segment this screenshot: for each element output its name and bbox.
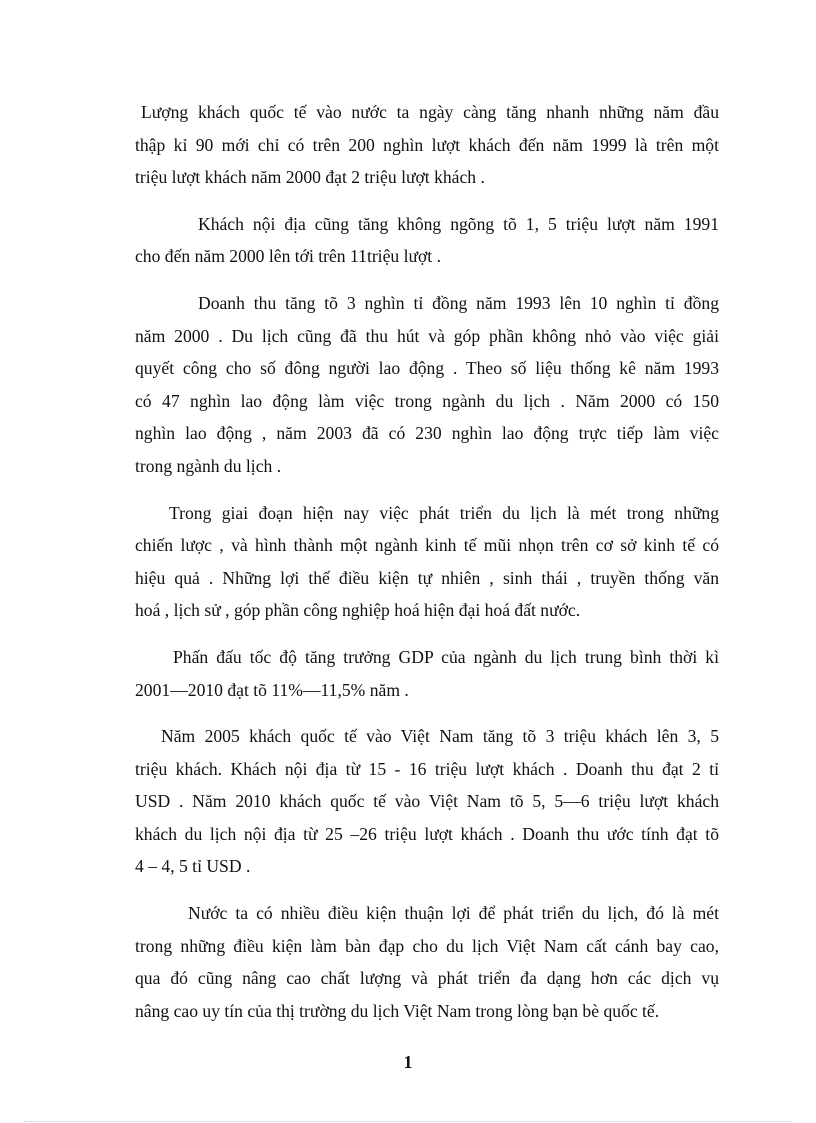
text-line: quyết công cho số đông người lao động . Theo số liệu thống kê năm 1993 xyxy=(135,358,719,379)
text-line: khách du lịch nội địa từ 25 –26 triệu lượt khách . Doanh thu ước tính đạt tõ xyxy=(135,823,719,844)
text-line: trong những điều kiện làm bàn đạp cho du lịch Việt Nam cất cánh bay cao, xyxy=(135,935,719,956)
text-line: 4 – 4, 5 tỉ USD . xyxy=(135,856,251,877)
text-line: có 47 nghìn lao động làm việc trong ngành du lịch . Năm 2000 có 150 xyxy=(135,390,719,411)
paragraph xyxy=(135,497,719,627)
text-line: nâng cao uy tín của thị trường du lịch Việt Nam trong lòng bạn bè quốc tế. xyxy=(135,1000,660,1021)
footer-divider xyxy=(24,1121,792,1122)
text-line: nghìn lao động , năm 2003 đã có 230 nghìn lao động trực tiếp làm việc xyxy=(135,423,719,444)
text-line: Khách nội địa cũng tăng không ngõng tõ 1, 5 triệu lượt năm 1991 xyxy=(198,213,719,234)
text-line: năm 2000 . Du lịch cũng đã thu hút và góp phần không nhỏ vào việc giải xyxy=(135,325,719,346)
text-line: trong ngành du lịch . xyxy=(135,455,282,476)
text-line: Nước ta có nhiều điều kiện thuận lợi để phát triển du lịch, đó là mét xyxy=(188,903,719,924)
text-line: hoá , lịch sử , góp phần công nghiệp hoá hiện đại hoá đất nước. xyxy=(135,600,581,621)
text-line: triệu lượt khách năm 2000 đạt 2 triệu lượt khách . xyxy=(135,167,485,188)
text-line: Năm 2005 khách quốc tế vào Việt Nam tăng tõ 3 triệu khách lên 3, 5 xyxy=(161,726,719,747)
text-line: cho đến năm 2000 lên tới trên 11triệu lượt . xyxy=(135,246,441,267)
text-line: chiến lược , và hình thành một ngành kinh tế mũi nhọn trên cơ sở kinh tế có xyxy=(135,535,719,556)
text-line: triệu khách. Khách nội địa từ 15 - 16 triệu lượt khách . Doanh thu đạt 2 tỉ xyxy=(135,758,719,779)
text-line: Trong giai đoạn hiện nay việc phát triển du lịch là mét trong những xyxy=(169,502,719,523)
text-line: thập kỉ 90 mới chỉ có trên 200 nghìn lượt khách đến năm 1999 là trên một xyxy=(135,134,719,155)
paragraph xyxy=(135,897,719,1027)
paragraph xyxy=(135,287,719,483)
text-line: Lượng khách quốc tế vào nước ta ngày càng tăng nhanh những năm đầu xyxy=(141,102,719,122)
paragraph xyxy=(135,208,719,273)
text-line: Doanh thu tăng tõ 3 nghìn tỉ đồng năm 1993 lên 10 nghìn tỉ đồng xyxy=(198,292,719,313)
page-number: 1 xyxy=(403,1052,413,1072)
text-line: 2001—2010 đạt tõ 11%—11,5% năm . xyxy=(135,679,409,700)
document-body xyxy=(135,96,719,1041)
paragraph xyxy=(135,96,719,194)
paragraph xyxy=(135,641,719,706)
text-line: USD . Năm 2010 khách quốc tế vào Việt Nam tõ 5, 5—6 triệu lượt khách xyxy=(135,791,719,812)
paragraph xyxy=(135,720,719,883)
text-line: Phấn đấu tốc độ tăng trưởng GDP của ngành du lịch trung bình thời kì xyxy=(173,646,719,667)
text-line: hiệu quả . Những lợi thế điều kiện tự nhiên , sinh thái , truyền thống văn xyxy=(135,567,719,588)
text-line: qua đó cũng nâng cao chất lượng và phát triển đa dạng hơn các dịch vụ xyxy=(135,968,719,989)
